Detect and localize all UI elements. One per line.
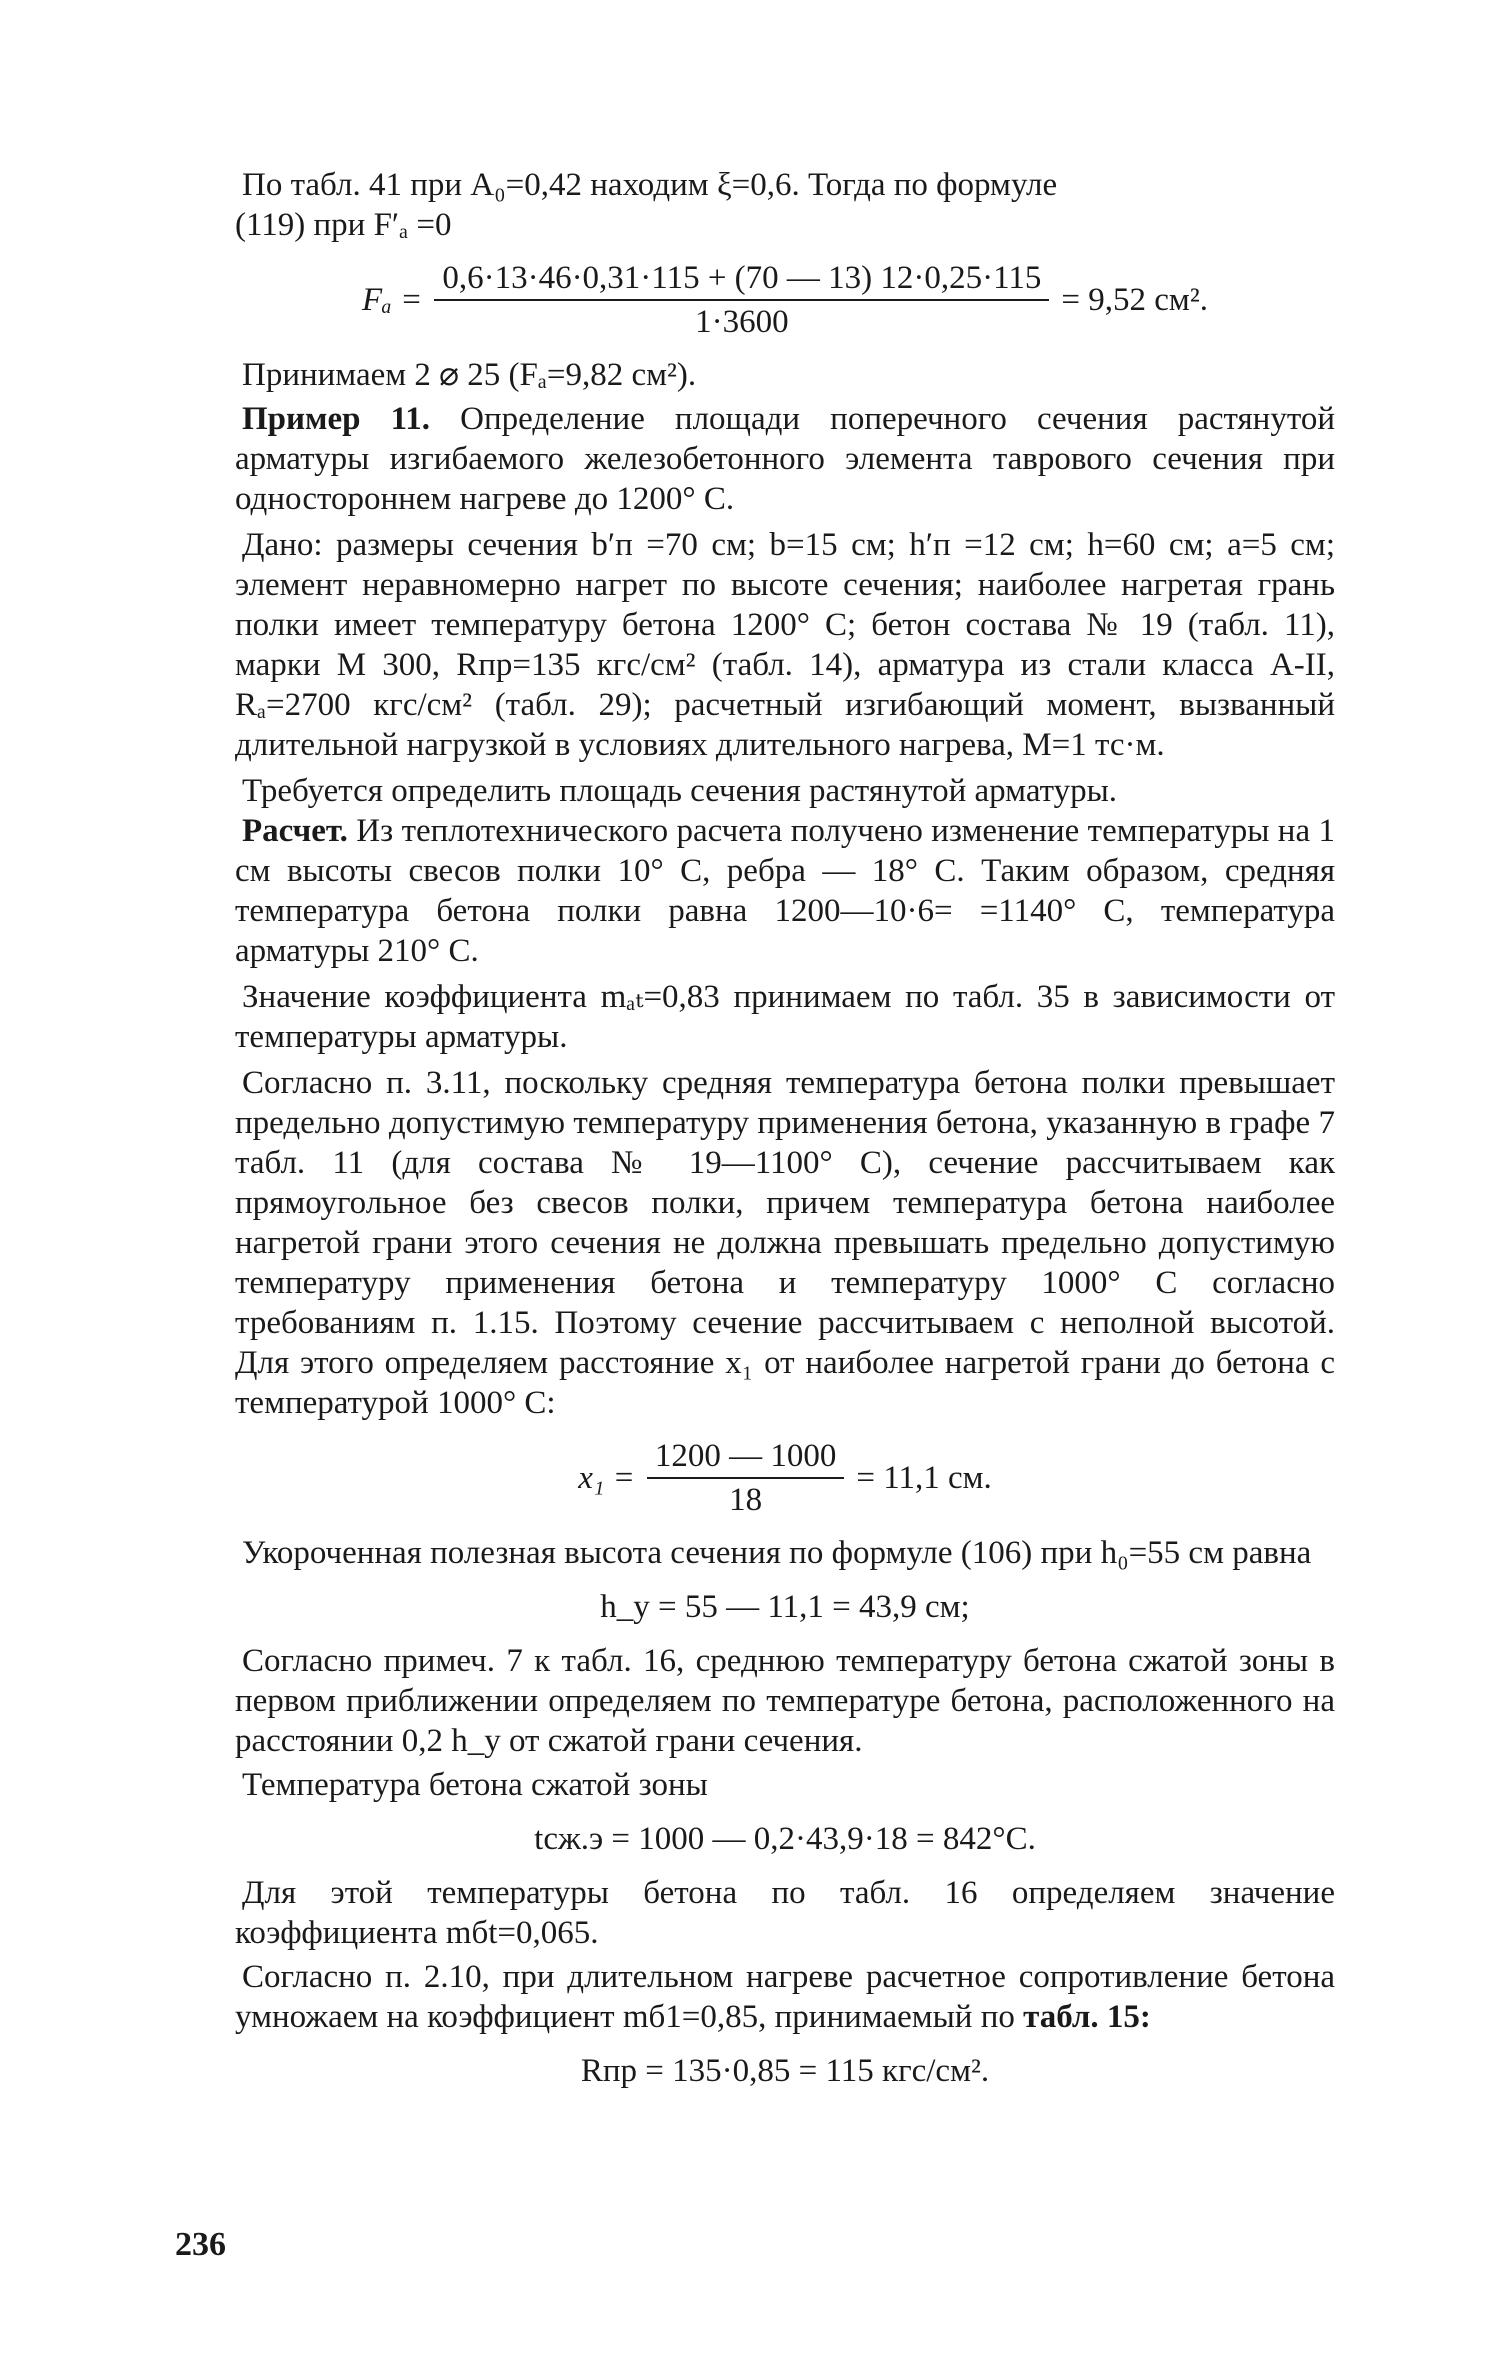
formula-t-compressed: tсж.э = 1000 — 0,2·43,9·18 = 842°С. <box>534 1821 1036 1857</box>
paragraph-note-7: Согласно примеч. 7 к табл. 16, среднюю температуру бетона сжатой зоны в первом приближении определяем по температуре бетона, расположенного на расстоянии 0,2 h_y от сжатой грани сечения. <box>235 1643 1335 1759</box>
formula-x1-fraction <box>647 1437 845 1519</box>
paragraph-according-210 <box>235 1957 1335 2037</box>
formula-x1 <box>235 1437 1335 1519</box>
example-label: Пример 11. <box>242 401 431 437</box>
example-text: Определение площади поперечного сечения растянутой арматуры изгибаемого железобетонного элемента таврового сечения при одностороннем нагреве до 1200° С. <box>235 401 1335 517</box>
page-body <box>235 165 1335 2105</box>
page-number: 236 <box>175 2226 226 2263</box>
formula-x1-denominator: 18 <box>729 1482 763 1518</box>
paragraph-according-311: Согласно п. 3.11, поскольку средняя температура бетона полки превышает предельно допустимую температуру применения бетона, указанную в графе 7 табл. 11 (для состава № 19—1100° С), сечение рассчитываем как прямоугольное без свесов полки, причем температура бетона наиболее нагретой грани этого сечения не должна превышать предельно допустимую температуру применения бетона и температуру 1000° С согласно требованиям п. 1.15. Поэтому сечение рассчитываем с неполной высотой. Для этого определяем расстояние x₁ от наиболее нагретой грани до бетона с температурой 1000° С: <box>235 1065 1335 1421</box>
calc-text: Из теплотехнического расчета получено изменение температуры на 1 см высоты свесов полки 10° С, ребра — 18° С. Таким образом, средняя температура бетона полки равна 1200—10·6= =1140° С, температура арматуры 210° С. <box>235 813 1335 969</box>
formula-fa-denominator: 1·3600 <box>695 304 789 340</box>
formula-x1-lhs: x₁ = <box>578 1460 635 1496</box>
paragraph-given: Дано: размеры сечения b′п =70 см; b=15 см; h′п =12 см; h=60 см; a=5 см; элемент неравномерно нагрет по высоте сечения; наиболее нагретая грань полки имеет температуру бетона 1200° С; бетон состава № 19 (табл. 11), марки М 300, Rпр=135 кгс/см² (табл. 14), арматура из стали класса А-II, Rₐ=2700 кгс/см² (табл. 29); расчетный изгибающий момент, вызванный длительной нагрузкой в условиях длительного нагрева, M=1 тс·м. <box>235 527 1335 763</box>
paragraph-table41-line2: (119) при F′ₐ =0 <box>235 207 452 243</box>
formula-rpr: Rпр = 135·0,85 = 115 кгс/см². <box>580 2053 990 2089</box>
formula-fa-fraction <box>434 259 1049 341</box>
calc-label: Расчет. <box>242 813 348 849</box>
paragraph-table41-line1: По табл. 41 при A₀=0,42 находим ξ=0,6. Тогда по формуле <box>242 167 1058 203</box>
paragraph-coefficient: Значение коэффициента mₐₜ=0,83 принимаем по табл. 35 в зависимости от температуры арматуры. <box>235 979 1335 1055</box>
formula-hy: h_y = 55 — 11,1 = 43,9 см; <box>600 1589 970 1625</box>
paragraph-for-this-temp: Для этой температуры бетона по табл. 16 определяем значение коэффициента mбt=0,065. <box>235 1875 1335 1951</box>
formula-x1-result: = 11,1 см. <box>856 1460 992 1496</box>
paragraph-calculation <box>235 811 1335 971</box>
formula-fa <box>235 259 1335 341</box>
paragraph-example-11 <box>235 399 1335 519</box>
paragraph-compressed-zone-temp: Температура бетона сжатой зоны <box>242 1767 708 1803</box>
paragraph-table41 <box>235 165 1335 245</box>
formula-fa-numerator: 0,6·13·46·0,31·115 + (70 — 13) 12·0,25·115 <box>434 259 1049 301</box>
paragraph-accept-reinforcement: Принимаем 2 ⌀ 25 (Fₐ=9,82 см²). <box>242 357 697 393</box>
according-210-text: Согласно п. 2.10, при длительном нагреве расчетное сопротивление бетона умножаем на коэффициент mб1=0,85, принимаемый по <box>235 1959 1335 2035</box>
paragraph-shortened-height: Укороченная полезная высота сечения по формуле (106) при h₀=55 см равна <box>242 1535 1312 1571</box>
paragraph-required: Требуется определить площадь сечения растянутой арматуры. <box>242 773 1118 809</box>
formula-fa-lhs: Fₐ = <box>362 282 423 318</box>
formula-x1-numerator: 1200 — 1000 <box>647 1437 845 1479</box>
according-210-table-ref: табл. 15: <box>1023 1999 1151 2035</box>
formula-fa-result: = 9,52 см². <box>1061 282 1208 318</box>
